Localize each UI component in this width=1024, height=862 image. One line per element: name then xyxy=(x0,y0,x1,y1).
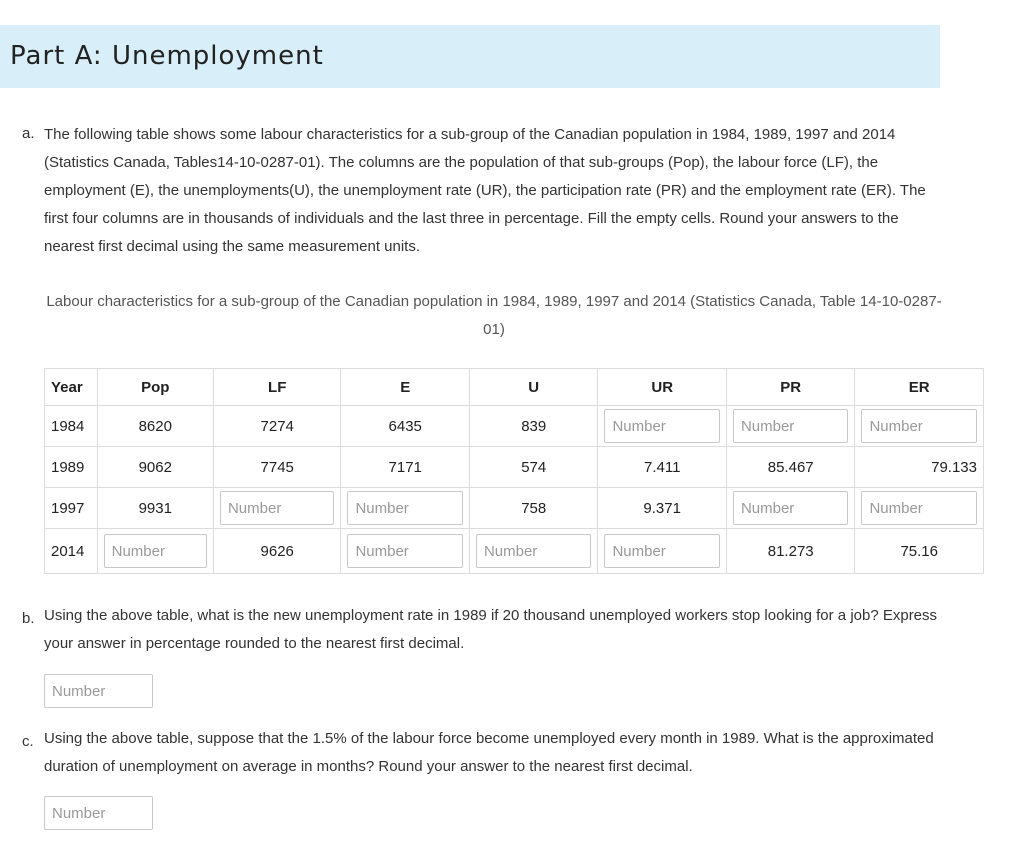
u-cell: 758 xyxy=(469,488,598,529)
table-row xyxy=(45,529,984,574)
question-c-marker: c. xyxy=(22,733,34,750)
year-cell: 2014 xyxy=(45,529,98,574)
lf-cell: 7274 xyxy=(213,406,340,447)
u-cell: 839 xyxy=(469,406,598,447)
answer-b-input[interactable] xyxy=(44,674,153,708)
pr-cell: 85.467 xyxy=(726,447,855,488)
ur-2014-input[interactable] xyxy=(604,534,720,568)
lf-1997-input[interactable] xyxy=(220,491,334,525)
e-2014-input[interactable] xyxy=(347,534,463,568)
lf-cell xyxy=(213,488,340,529)
er-cell xyxy=(855,406,984,447)
page-title: Part A: Unemployment xyxy=(10,41,324,71)
e-1997-input[interactable] xyxy=(347,491,463,525)
ur-cell xyxy=(598,406,727,447)
answer-c-input[interactable] xyxy=(44,796,153,830)
er-cell: 75.16 xyxy=(855,529,984,574)
pr-cell xyxy=(726,406,855,447)
pop-cell xyxy=(97,529,213,574)
pr-cell xyxy=(726,488,855,529)
er-cell: 79.133 xyxy=(855,447,984,488)
u-cell: 574 xyxy=(469,447,598,488)
lf-cell: 9626 xyxy=(213,529,340,574)
table-row xyxy=(45,406,984,447)
pop-cell: 9931 xyxy=(97,488,213,529)
question-a-text: The following table shows some labour characteristics for a sub-group of the Canadian population in 1984, 1989, 1997 and 2014 (Statistics Canada, Tables14-10-0287-01). The columns are the population of that sub-groups (Pop), the labour force (LF), the employment (E), the unemployments(U), the unemployment rate (UR), the participation rate (PR) and the employment rate (ER). The first four columns are in thousands of individuals and the last three in percentage. Fill the empty cells. Round your answers to the nearest first decimal using the same measurement units. xyxy=(44,126,926,255)
pr-1984-input[interactable] xyxy=(733,409,849,443)
table-row xyxy=(45,447,984,488)
column-header: Year xyxy=(45,369,98,406)
pop-cell: 9062 xyxy=(97,447,213,488)
e-cell: 7171 xyxy=(341,447,470,488)
labour-table xyxy=(44,368,984,574)
table-header-row xyxy=(45,369,984,406)
column-header: ER xyxy=(855,369,984,406)
ur-cell xyxy=(598,529,727,574)
er-cell xyxy=(855,488,984,529)
ur-1984-input[interactable] xyxy=(604,409,720,443)
column-header: UR xyxy=(598,369,727,406)
table-row xyxy=(45,488,984,529)
ur-cell: 7.411 xyxy=(598,447,727,488)
column-header: U xyxy=(469,369,598,406)
e-cell xyxy=(341,529,470,574)
er-1997-input[interactable] xyxy=(861,491,977,525)
u-cell xyxy=(469,529,598,574)
column-header: LF xyxy=(213,369,340,406)
lf-cell: 7745 xyxy=(213,447,340,488)
question-c-text: Using the above table, suppose that the 1.5% of the labour force become unemployed every month in 1989. What is the approximated duration of unemployment on average in months? Round your answer to the nearest first decimal. xyxy=(44,730,934,775)
er-1984-input[interactable] xyxy=(861,409,977,443)
question-b-text: Using the above table, what is the new unemployment rate in 1989 if 20 thousand unemployed workers stop looking for a job? Express your answer in percentage rounded to the nearest first decimal. xyxy=(44,607,938,652)
year-cell: 1984 xyxy=(45,406,98,447)
section-banner xyxy=(0,25,940,88)
pop-2014-input[interactable] xyxy=(104,534,207,568)
year-cell: 1989 xyxy=(45,447,98,488)
table-caption: Labour characteristics for a sub-group of the Canadian population in 1984, 1989, 1997 and 2014 (Statistics Canada, Table 14-10-0287-01) xyxy=(46,293,942,338)
pr-cell: 81.273 xyxy=(726,529,855,574)
e-cell: 6435 xyxy=(341,406,470,447)
column-header: E xyxy=(341,369,470,406)
question-b-marker: b. xyxy=(22,610,35,627)
question-a-marker: a. xyxy=(22,125,35,142)
e-cell xyxy=(341,488,470,529)
year-cell: 1997 xyxy=(45,488,98,529)
pop-cell: 8620 xyxy=(97,406,213,447)
column-header: Pop xyxy=(97,369,213,406)
u-2014-input[interactable] xyxy=(476,534,592,568)
column-header: PR xyxy=(726,369,855,406)
ur-cell: 9.371 xyxy=(598,488,727,529)
pr-1997-input[interactable] xyxy=(733,491,849,525)
